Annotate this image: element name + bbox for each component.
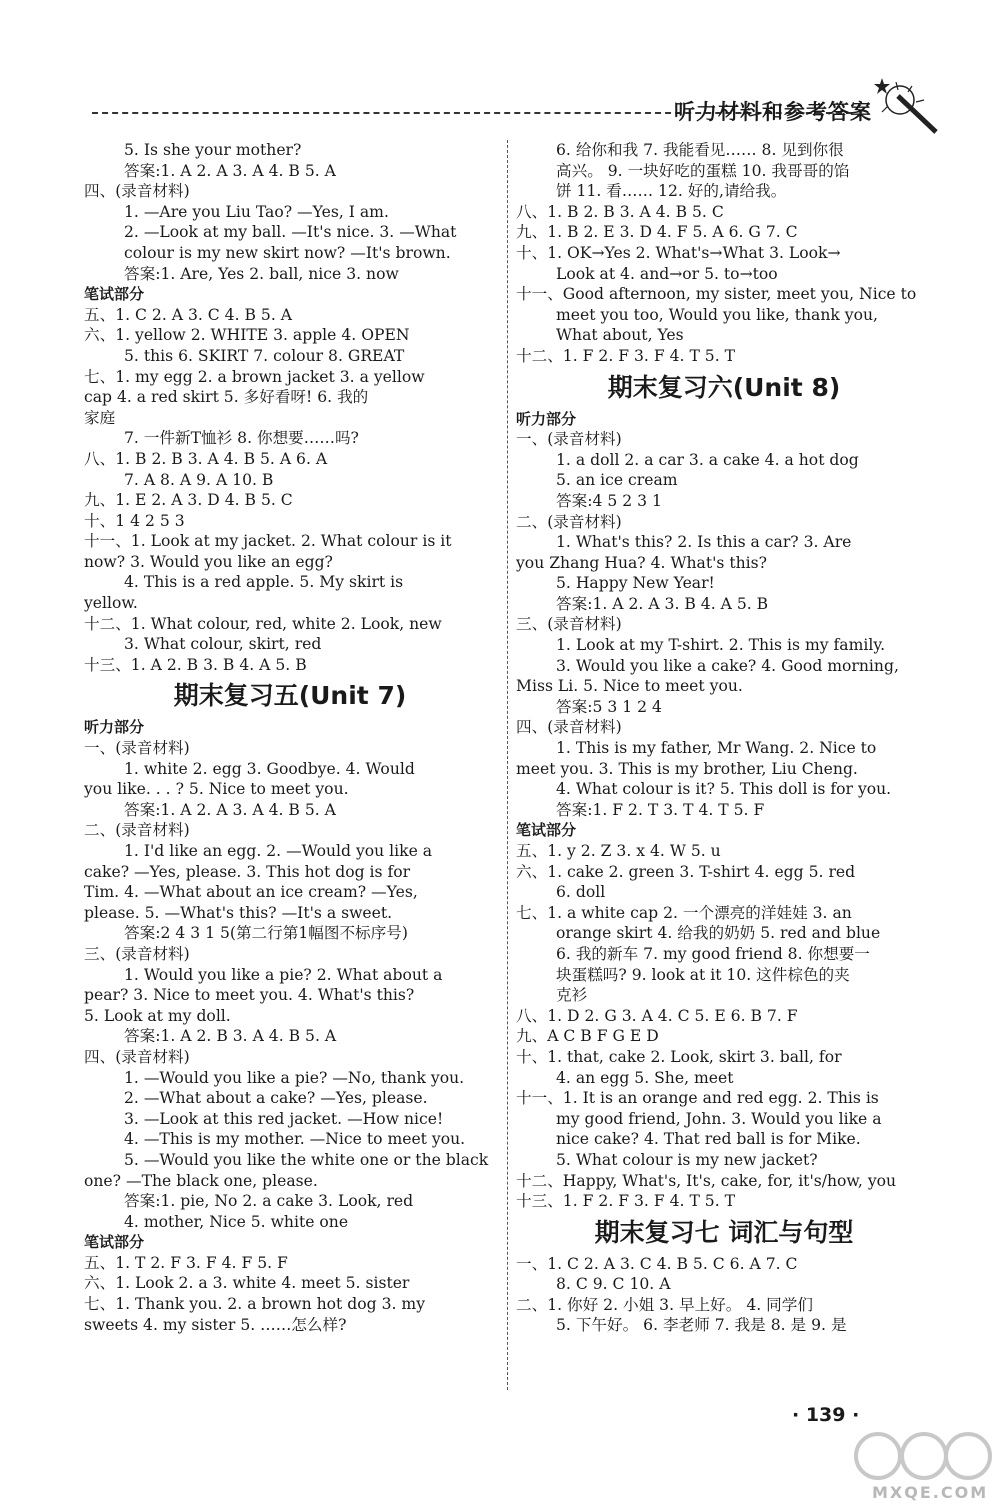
answer-line: 高兴。 9. 一块好吃的蛋糕 10. 我哥哥的馅 <box>556 161 850 180</box>
answer-line: nice cake? 4. That red ball is for Mike. <box>556 1130 861 1149</box>
left-column <box>84 140 496 1335</box>
answer-line: 二、(录音材料) <box>84 821 190 840</box>
answer-line: 十三、1. A 2. B 3. B 4. A 5. B <box>84 655 307 674</box>
answer-line: 1. I'd like an egg. 2. —Would you like a <box>124 842 433 860</box>
answer-line: 1. —Would you like a pie? —No, thank you. <box>124 1068 465 1087</box>
answer-line: 五、1. T 2. F 3. F 4. F 5. F <box>84 1253 288 1272</box>
answer-line: 九、1. B 2. E 3. D 4. F 5. A 6. G 7. C <box>516 223 798 242</box>
answer-line: 答案:1. pie, No 2. a cake 3. Look, red <box>124 1192 414 1211</box>
answer-line: yellow. <box>84 594 138 613</box>
answer-line: pear? 3. Nice to meet you. 4. What's this? <box>84 986 415 1005</box>
subsection-label: 笔试部分 <box>84 1233 145 1252</box>
watermark-domain: MXQE.COM <box>872 1483 989 1502</box>
answer-line: colour is my new skirt now? —It's brown. <box>124 243 451 262</box>
answer-line: 四、(录音材料) <box>84 1047 190 1066</box>
answer-line: 一、1. C 2. A 3. C 4. B 5. C 6. A 7. C <box>516 1254 798 1273</box>
answer-line: Look at 4. and→or 5. to→too <box>556 264 778 283</box>
answer-line: 四、(录音材料) <box>516 718 622 737</box>
answer-line: 5. Is she your mother? <box>124 141 302 159</box>
answer-line: please. 5. —What's this? —It's a sweet. <box>84 903 393 922</box>
answer-line: 三、(录音材料) <box>516 615 622 634</box>
answer-line: 2. —Look at my ball. —It's nice. 3. —What <box>124 223 457 242</box>
answer-line: 十一、1. Look at my jacket. 2. What colour is it <box>84 532 452 551</box>
right-column <box>516 140 932 1336</box>
answer-line: 七、1. a white cap 2. 一个漂亮的洋娃娃 3. an <box>516 903 852 922</box>
magic-wand-star-icon <box>868 76 940 136</box>
answer-line: 6. 我的新车 7. my good friend 8. 你想要一 <box>556 944 870 963</box>
answer-line: 二、(录音材料) <box>516 512 622 531</box>
answer-line: 答案:1. A 2. B 3. A 4. B 5. A <box>124 1027 337 1046</box>
answer-line: 十三、1. F 2. F 3. F 4. T 5. T <box>516 1192 736 1211</box>
answer-line: 答案:2 4 3 1 5(第二行第1幅图不标序号) <box>124 924 408 943</box>
answer-line: 5. this 6. SKIRT 7. colour 8. GREAT <box>124 346 405 365</box>
answer-line: 克衫 <box>556 986 588 1005</box>
answer-line: 块蛋糕吗? 9. look at it 10. 这件棕色的夹 <box>556 965 850 984</box>
answer-line: 8. C 9. C 10. A <box>556 1275 671 1294</box>
subsection-label: 笔试部分 <box>516 821 577 840</box>
answer-line: 十、1 4 2 5 3 <box>84 511 185 530</box>
answer-line: 家庭 <box>84 408 116 427</box>
answer-line: 一、(录音材料) <box>516 430 622 449</box>
answer-line: 五、1. y 2. Z 3. x 4. W 5. u <box>516 842 721 860</box>
answer-line: 八、1. D 2. G 3. A 4. C 5. E 6. B 7. F <box>516 1006 798 1025</box>
answer-line: 3. What colour, skirt, red <box>124 635 322 654</box>
answer-line: 2. —What about a cake? —Yes, please. <box>124 1089 428 1108</box>
subsection-label: 笔试部分 <box>84 285 145 304</box>
answer-line: 十、1. OK→Yes 2. What's→What 3. Look→ <box>516 243 841 262</box>
answer-line: 1. a doll 2. a car 3. a cake 4. a hot dog <box>556 450 859 469</box>
answer-line: 5. What colour is my new jacket? <box>556 1150 818 1169</box>
answer-line: 7. 一件新T恤衫 8. 你想要……吗? <box>124 429 359 448</box>
column-divider <box>507 140 508 1390</box>
answer-line: 五、1. C 2. A 3. C 4. B 5. A <box>84 305 293 324</box>
section-heading: 期末复习六(Unit 8) <box>607 372 841 402</box>
answer-line: sweets 4. my sister 5. ……怎么样? <box>84 1315 347 1334</box>
answer-line: 答案:1. A 2. A 3. A 4. B 5. A <box>124 161 336 180</box>
answer-line: 六、1. Look 2. a 3. white 4. meet 5. sister <box>84 1274 410 1293</box>
answer-line: 4. —This is my mother. —Nice to meet you. <box>124 1130 466 1149</box>
answer-line: 答案:1. A 2. A 3. A 4. B 5. A <box>124 800 336 819</box>
answer-line: 七、1. my egg 2. a brown jacket 3. a yellow <box>84 367 425 386</box>
answer-line: 5. Happy New Year! <box>556 574 715 593</box>
answer-line: orange skirt 4. 给我的奶奶 5. red and blue <box>556 924 881 943</box>
answer-line: 4. This is a red apple. 5. My skirt is <box>124 573 404 592</box>
answer-line: 5. Look at my doll. <box>84 1006 231 1025</box>
answer-line: 十二、Happy, What's, It's, cake, for, it's/how, you <box>516 1171 897 1190</box>
subsection-label: 听力部分 <box>516 409 577 428</box>
answer-line: 八、1. B 2. B 3. A 4. B 5. A 6. A <box>84 449 328 468</box>
page-number: · 139 · <box>792 1404 860 1426</box>
answer-line: 1. What's this? 2. Is this a car? 3. Are <box>556 533 852 552</box>
section-heading: 期末复习七 词汇与句型 <box>594 1217 854 1247</box>
answer-line: 1. white 2. egg 3. Goodbye. 4. Would <box>124 759 415 778</box>
answer-line: 7. A 8. A 9. A 10. B <box>124 470 274 489</box>
answer-line: 十二、1. What colour, red, white 2. Look, new <box>84 614 442 633</box>
answer-line: 三、(录音材料) <box>84 944 190 963</box>
answer-line: 九、1. E 2. A 3. D 4. B 5. C <box>84 491 293 510</box>
answer-line: 六、1. cake 2. green 3. T-shirt 4. egg 5. red <box>516 862 856 881</box>
answer-line: 6. doll <box>556 883 606 902</box>
section-heading: 期末复习五(Unit 7) <box>173 681 407 711</box>
answer-line: 一、(录音材料) <box>84 739 190 758</box>
answer-line: 十一、1. It is an orange and red egg. 2. This is <box>516 1089 879 1108</box>
answer-line: 1. —Are you Liu Tao? —Yes, I am. <box>124 202 389 221</box>
answer-line: 1. Look at my T-shirt. 2. This is my family. <box>556 636 886 655</box>
answer-line: now? 3. Would you like an egg? <box>84 552 333 571</box>
answer-line: cake? —Yes, please. 3. This hot dog is for <box>84 862 411 881</box>
answer-line: cap 4. a red skirt 5. 多好看呀! 6. 我的 <box>84 388 369 407</box>
answer-line: Miss Li. 5. Nice to meet you. <box>516 677 743 696</box>
answer-line: my good friend, John. 3. Would you like a <box>556 1109 882 1128</box>
answer-line: 4. an egg 5. She, meet <box>556 1068 734 1087</box>
answer-line: 四、(录音材料) <box>84 182 190 201</box>
answer-line: meet you too, Would you like, thank you, <box>556 305 878 324</box>
answer-line: 十一、Good afternoon, my sister, meet you, Nice to <box>516 285 917 304</box>
answer-line: 答案:1. A 2. A 3. B 4. A 5. B <box>556 594 769 613</box>
answer-line: 6. 给你和我 7. 我能看见…… 8. 见到你很 <box>556 141 844 159</box>
answer-line: you Zhang Hua? 4. What's this? <box>516 553 767 572</box>
answer-line: 答案:5 3 1 2 4 <box>556 697 662 716</box>
answer-line: Tim. 4. —What about an ice cream? —Yes, <box>84 883 418 902</box>
answer-line: you like. . . ? 5. Nice to meet you. <box>84 780 349 799</box>
answer-line: 答案:4 5 2 3 1 <box>556 491 662 510</box>
answer-line: 八、1. B 2. B 3. A 4. B 5. C <box>516 202 724 221</box>
answer-line: 3. Would you like a cake? 4. Good morning, <box>556 656 899 675</box>
answer-line: 十二、1. F 2. F 3. F 4. T 5. T <box>516 346 736 365</box>
answer-line: 5. —Would you like the white one or the black <box>124 1150 489 1169</box>
answer-line: 二、1. 你好 2. 小姐 3. 早上好。 4. 同学们 <box>516 1295 813 1314</box>
answer-line: one? —The black one, please. <box>84 1171 318 1190</box>
subsection-label: 听力部分 <box>84 718 145 737</box>
answer-line: 5. 下午好。 6. 李老师 7. 我是 8. 是 9. 是 <box>556 1316 847 1335</box>
answer-line: meet you. 3. This is my brother, Liu Cheng. <box>516 759 858 778</box>
answer-line: 1. Would you like a pie? 2. What about a <box>124 965 443 984</box>
answer-line: 1. This is my father, Mr Wang. 2. Nice to <box>556 739 877 758</box>
answer-line: 答案:1. Are, Yes 2. ball, nice 3. now <box>124 264 399 283</box>
answer-line: 4. mother, Nice 5. white one <box>124 1212 349 1231</box>
answer-line: 饼 11. 看…… 12. 好的,请给我。 <box>556 182 787 201</box>
header-title: 听力材料和参考答案 <box>674 100 872 124</box>
answer-line: What about, Yes <box>556 326 684 345</box>
answer-line: 九、A C B F G E D <box>516 1027 659 1046</box>
answer-line: 十、1. that, cake 2. Look, skirt 3. ball, for <box>516 1047 842 1066</box>
answer-line: 4. What colour is it? 5. This doll is for you. <box>556 780 892 799</box>
answer-line: 3. —Look at this red jacket. —How nice! <box>124 1109 444 1128</box>
answer-line: 答案:1. F 2. T 3. T 4. T 5. F <box>556 800 765 819</box>
answer-line: 5. an ice cream <box>556 471 678 490</box>
answer-line: 六、1. yellow 2. WHITE 3. apple 4. OPEN <box>84 326 410 345</box>
answer-line: 七、1. Thank you. 2. a brown hot dog 3. my <box>84 1295 426 1314</box>
